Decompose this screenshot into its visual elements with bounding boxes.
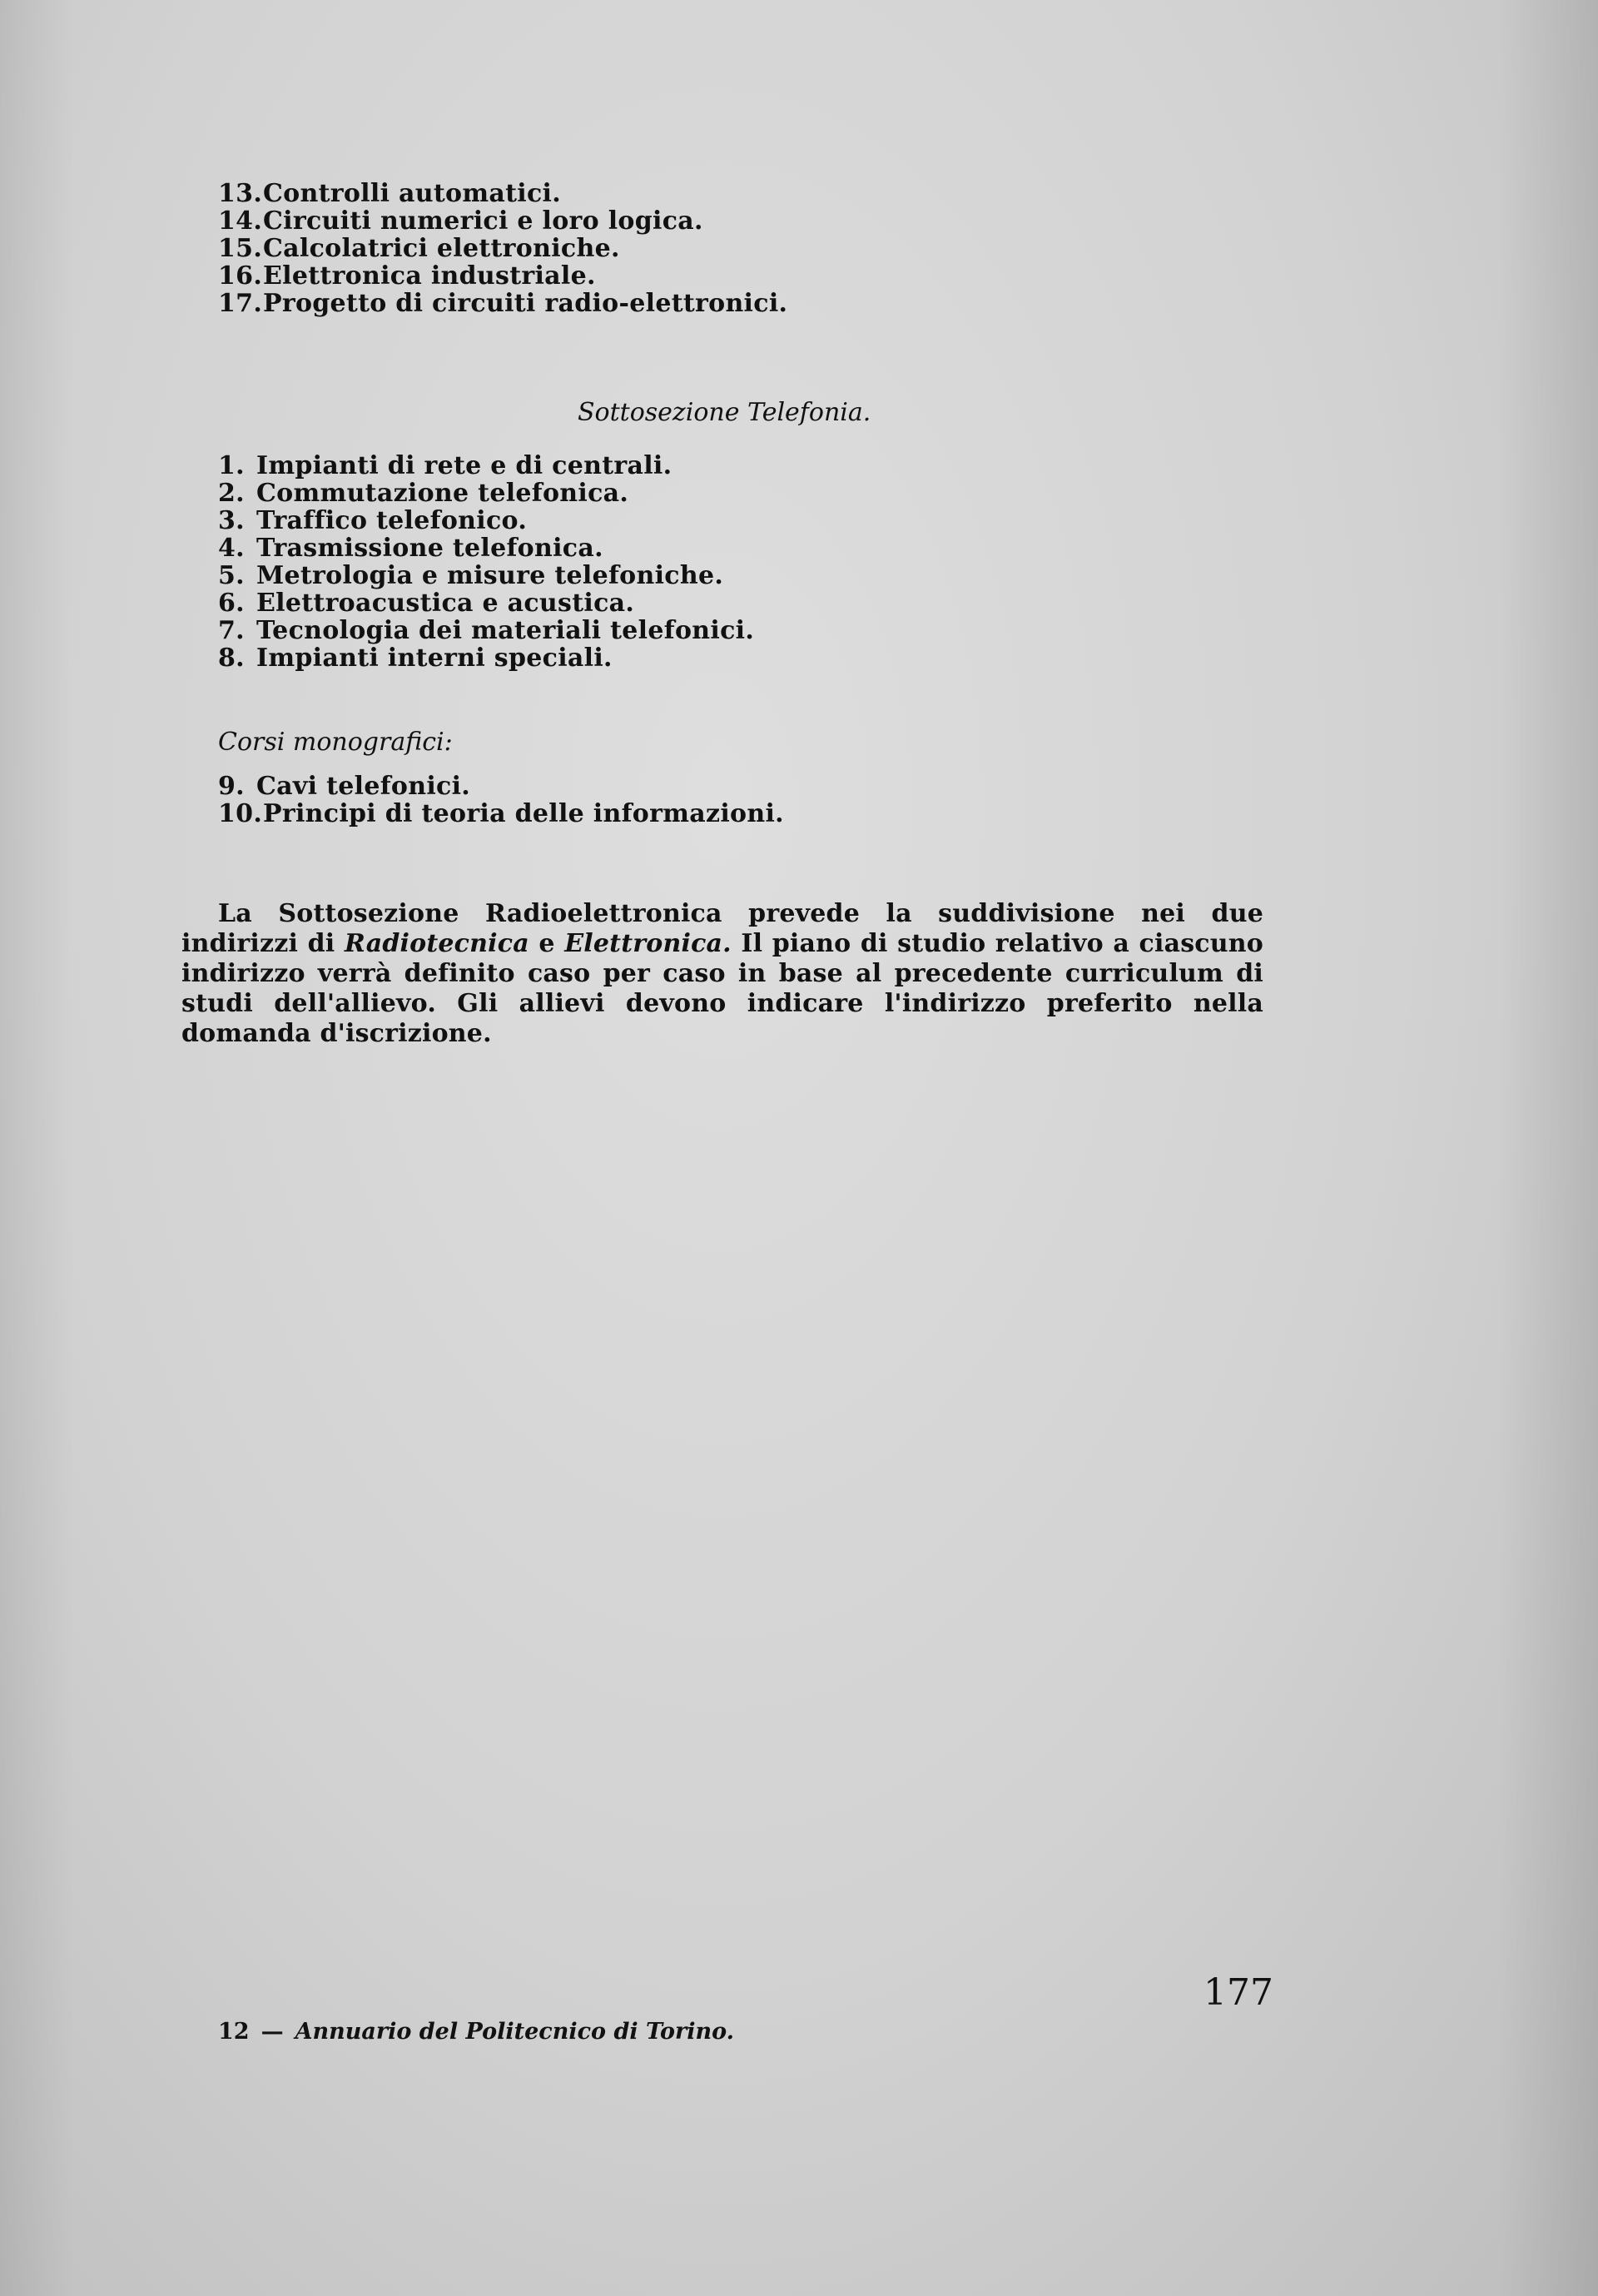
section-heading-telefonia: Sottosezione Telefonia.	[578, 398, 871, 427]
list-item: 15.Calcolatrici elettroniche.	[218, 234, 620, 263]
list-item: 6. Elettroacustica e acustica.	[218, 589, 635, 618]
list-item: 8. Impianti interni speciali.	[218, 644, 613, 673]
list-item: 10.Principi di teoria delle informazioni.	[218, 799, 784, 828]
list-item: 14.Circuiti numerici e loro logica.	[218, 206, 703, 236]
list-item: 17.Progetto di circuiti radio-elettronici.	[218, 289, 788, 318]
list-item: 3. Traffico telefonico.	[218, 506, 528, 535]
course-list-monographic	[218, 773, 784, 827]
footer-signature: 12 — Annuario del Politecnico di Torino.	[218, 2019, 735, 2045]
body-paragraph: La Sottosezione Radioelettronica prevede la suddivisione nei due indirizzi di Radiotecnica e Elettronica. Il piano di studio relativo a ciascuno indirizzo verrà definito caso per caso in base al precedente curriculum di studi dell'allievo. Gli allievi devono indicare l'indirizzo preferito nella domanda d'iscrizione.	[181, 899, 1264, 1048]
list-item: 2. Commutazione telefonica.	[218, 479, 629, 508]
list-item: 9. Cavi telefonici.	[218, 772, 471, 801]
list-item: 1. Impianti di rete e di centrali.	[218, 451, 672, 480]
list-item: 13.Controlli automatici.	[218, 179, 561, 208]
list-item: 16.Elettronica industriale.	[218, 261, 596, 291]
list-item: 7. Tecnologia dei materiali telefonici.	[218, 616, 755, 645]
page-right-shadow	[1498, 0, 1598, 2296]
page-left-shadow	[0, 0, 75, 2296]
list-item: 5. Metrologia e misure telefoniche.	[218, 561, 724, 590]
list-item: 4. Trasmissione telefonica.	[218, 534, 603, 563]
course-list-top	[218, 180, 787, 317]
page-number: 177	[1203, 1971, 1273, 2014]
course-list-telefonia	[218, 452, 754, 672]
monographic-heading: Corsi monografici:	[218, 728, 453, 757]
